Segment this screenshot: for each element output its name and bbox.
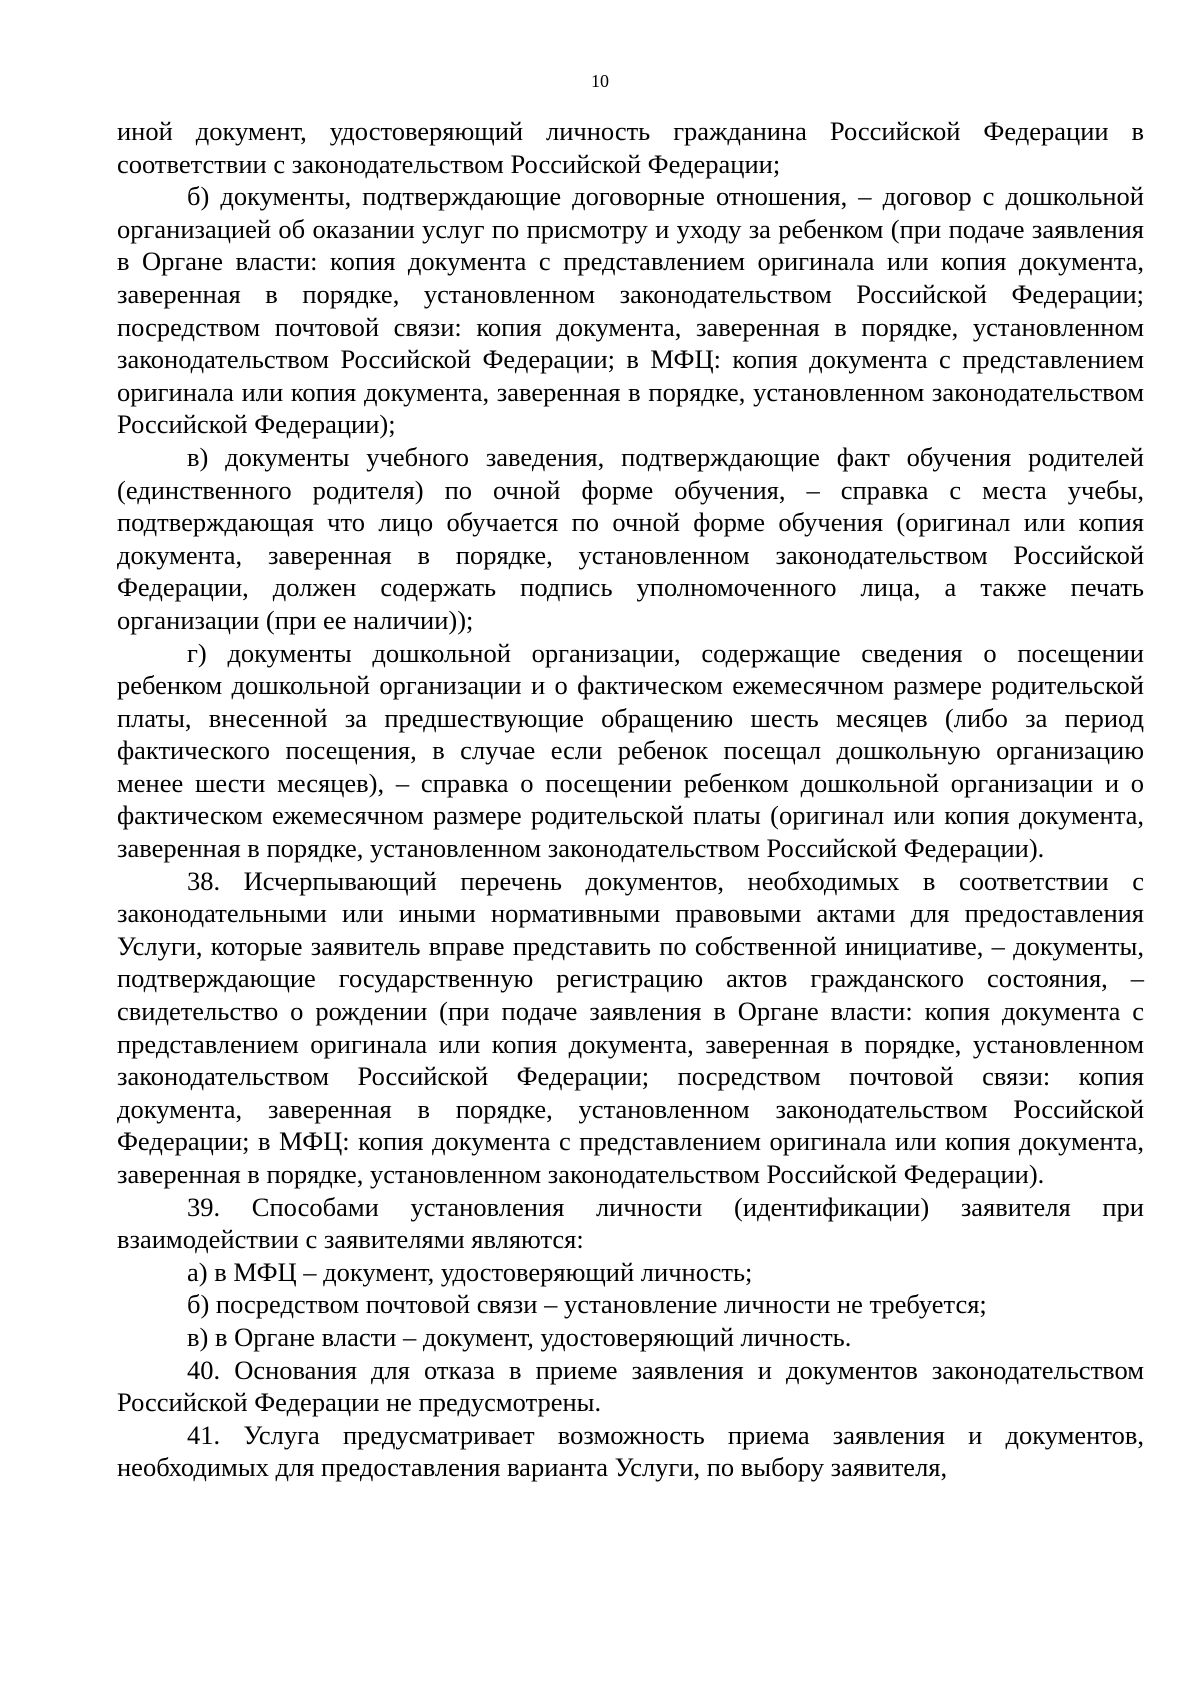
paragraph-preschool-documents: г) документы дошкольной организации, содержащие сведения о посещении ребенком дошкольной организации и о фактическом ежемесячном размере родительской платы, внесенной за предшествующие обращению шесть месяцев (либо за период фактического посещения, в случае если ребенок посещал дошкольную организацию менее шести месяцев), – справка о посещении ребенком дошкольной организации и о фактическом ежемесячном размере родительской платы (оригинал или копия документа, заверенная в порядке, установленном законодательством Российской Федерации). xyxy=(117,637,1144,864)
paragraph-item-40: 40. Основания для отказа в приеме заявления и документов законодательством Российской Федерации не предусмотрены. xyxy=(117,1354,1144,1418)
paragraph-item-39: 39. Способами установления личности (идентификации) заявителя при взаимодействии с заявителями являются: xyxy=(117,1191,1144,1255)
paragraph-item-39-b: б) посредством почтовой связи – установление личности не требуется; xyxy=(187,1289,987,1320)
paragraph-item-41: 41. Услуга предусматривает возможность приема заявления и документов, необходимых для предоставления варианта Услуги, по выбору заявителя, xyxy=(117,1419,1144,1483)
page-number: 10 xyxy=(591,71,609,91)
paragraph-contract-documents: б) документы, подтверждающие договорные отношения, – договор с дошкольной организацией об оказании услуг по присмотру и уходу за ребенком (при подаче заявления в Органе власти: копия документа с представлением оригинала или копия документа, заверенная в порядке, установленном законодательством Российской Федерации; посредством почтовой связи: копия документа, заверенная в порядке, установленном законодательством Российской Федерации; в МФЦ: копия документа с представлением оригинала или копия документа, заверенная в порядке, установленном законодательством Российской Федерации); xyxy=(117,181,1144,440)
paragraph-item-38: 38. Исчерпывающий перечень документов, необходимых в соответствии с законодательными или иными нормативными правовыми актами для предоставления Услуги, которые заявитель вправе представить по собственной инициативе, – документы, подтверждающие государственную регистрацию актов гражданского состояния, – свидетельство о рождении (при подаче заявления в Органе власти: копия документа с представлением оригинала или копия документа, заверенная в порядке, установленном законодательством Российской Федерации; посредством почтовой связи: копия документа, заверенная в порядке, установленном законодательством Российской Федерации; в МФЦ: копия документа с представлением оригинала или копия документа, заверенная в порядке, установленном законодательством Российской Федерации). xyxy=(117,865,1144,1189)
paragraph-item-39-a: а) в МФЦ – документ, удостоверяющий личность; xyxy=(187,1256,753,1287)
paragraph-education-documents: в) документы учебного заведения, подтверждающие факт обучения родителей (единственного родителя) по очной форме обучения, – справка с места учебы, подтверждающая что лицо обучается по очной форме обучения (оригинал или копия документа, заверенная в порядке, установленном законодательством Российской Федерации, должен содержать подпись уполномоченного лица, а также печать организации (при ее наличии)); xyxy=(117,441,1144,635)
paragraph-item-39-v: в) в Органе власти – документ, удостоверяющий личность. xyxy=(187,1321,852,1352)
document-body xyxy=(117,115,1144,1484)
paragraph-identity-document-continued: иной документ, удостоверяющий личность гражданина Российской Федерации в соответствии с законодательством Российской Федерации; xyxy=(117,116,1144,179)
